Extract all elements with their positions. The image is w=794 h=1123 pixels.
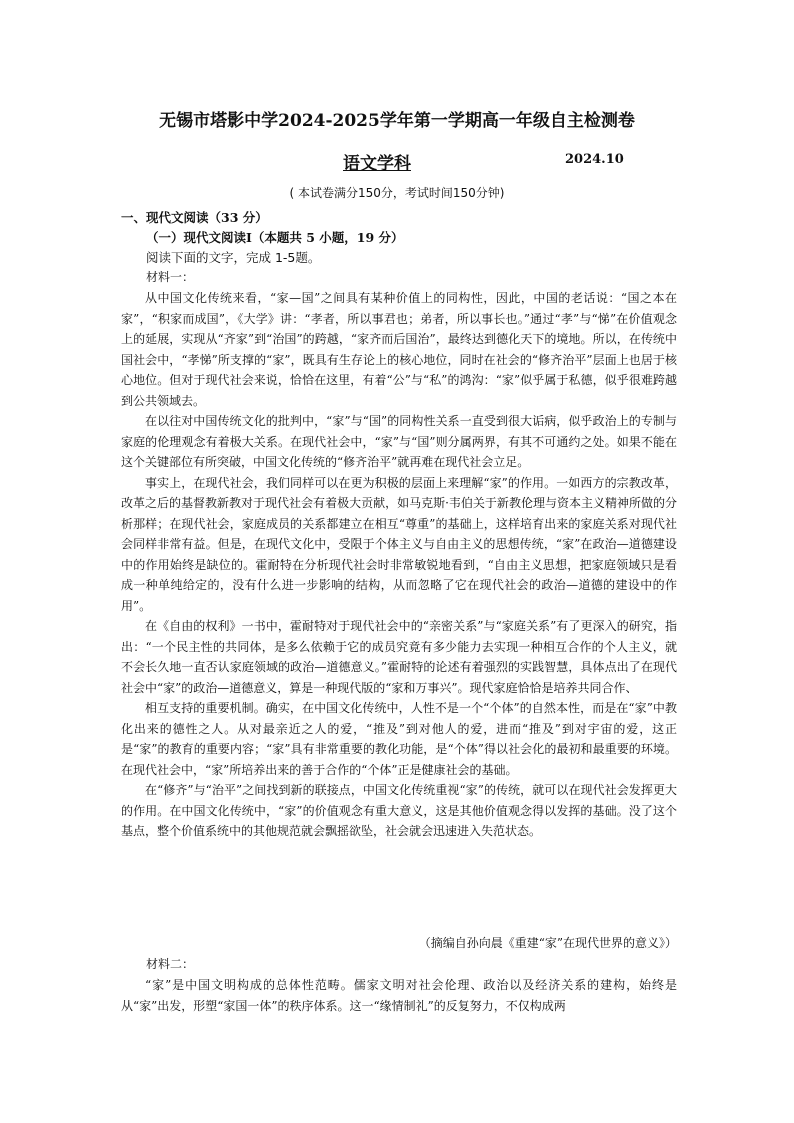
- source-citation: （摘编自孙向晨《重建“家”在现代世界的意义》）: [418, 936, 677, 950]
- exam-title: 无锡市塔影中学2024-2025学年第一学期高一年级自主检测卷: [159, 111, 635, 131]
- material-two-body: [121, 975, 677, 1016]
- paragraph: “家”是中国文明构成的总体性范畴。儒家文明对社会伦理、政治以及经济关系的建构，始终是从“家”出发，形塑“家国一体”的秩序体系。这一“缘情制礼”的反复努力，不仅构成两: [121, 978, 677, 1013]
- exam-note: ( 本试卷满分150分，考试时间150分钟): [289, 186, 505, 200]
- paragraph: 在《自由的权利》一书中，霍耐特对于现代社会中的“亲密关系”与“家庭关系”有了更深入的研究，指出：“一个民主性的共同体，是多么依赖于它的成员究竟有多少能力去实现一种相互合作的个人主义，就不会长久地一直否认家庭领域的政治—道德意义。”霍耐特的论述有着强烈的实践智慧，具体点出了在现代社会中“家”的政治—道德意义，算是一种现代版的“家和万事兴”。现代家庭恰恰是培养共同合作、: [121, 619, 677, 695]
- paragraph: 从中国文化传统来看，“家—国”之间具有某种价值上的同构性，因此，中国的老话说：“国之本在家”，“积家而成国”，《大学》讲：“孝者，所以事君也；弟者，所以事长也。”通过“孝”与“悌”在价值观念上的延展，实现从“齐家”到“治国”的跨越，“家齐而后国治”，最终达到德化天下的境地。所以，在传统中国社会中，“孝悌”所支撑的“家”，既具有生存论上的核心地位，同时在社会的“修齐治平”层面上也居于核心地位。但对于现代社会来说，恰恰在这里，有着“公”与“私”的鸿沟：“家”似乎属于私德，似乎很难跨越到公共领域去。: [121, 291, 677, 408]
- material-one-body: [121, 288, 677, 842]
- paragraph: 事实上，在现代社会，我们同样可以在更为积极的层面上来理解“家”的作用。一如西方的宗教改革，改革之后的基督教新教对于现代社会有着极大贡献，如马克斯·韦伯关于新教伦理与资本主义精神所做的分析那样；在现代社会，家庭成员的关系都建立在相互“尊重”的基础上，这样培育出来的家庭关系对现代社会同样非常有益。但是，在现代文化中，受限于个体主义与自由主义的思想传统，“家”在政治—道德建设中的作用始终是缺位的。霍耐特在分析现代社会时非常敏锐地看到，“自由主义思想，把家庭领域只是看成一种单纯给定的，没有什么进一步影响的结构，从而忽略了它在现代社会的政治—道德的建设中的作用”。: [121, 475, 677, 613]
- subject-text: 语文学科: [343, 154, 411, 174]
- paragraph: 在以往对中国传统文化的批判中，“家”与“国”的同构性关系一直受到很大诟病，似乎政治上的专制与家庭的伦理观念有着极大关系。在现代社会中，“家”与“国”则分属两界，有其不可通约之处。如果不能在这个关键部位有所突破，中国文化传统的“修齐治平”就再难在现代社会立足。: [121, 414, 677, 469]
- subsection-heading: （一）现代文阅读Ⅰ（本题共 5 小题，19 分）: [146, 230, 404, 245]
- section-heading: 一、现代文阅读（33 分）: [121, 210, 268, 225]
- material-two-label: 材料二：: [146, 957, 195, 971]
- exam-date: 2024.10: [565, 152, 624, 167]
- paragraph: 在“修齐”与“治平”之间找到新的联接点，中国文化传统重视“家”的传统，就可以在现代社会发挥更大的作用。在中国文化传统中，“家”的价值观念有重大意义，这是其他价值观念得以发挥的基础。没了这个基点，整个价值系统中的其他规范就会飘摇欲坠，社会就会迅速进入失范状态。: [121, 783, 677, 838]
- material-one-label: 材料一：: [146, 270, 195, 284]
- subject-label: [343, 149, 411, 174]
- reading-instruction: 阅读下面的文字，完成 1-5题。: [146, 250, 321, 265]
- paragraph: 相互支持的重要机制。确实，在中国文化传统中，人性不是一个“个体”的自然本性，而是在“家”中教化出来的德性之人。从对最亲近之人的爱，“推及”到对他人的爱，进而“推及”到对宇宙的爱，这正是“家”的教育的重要内容；“家”具有非常重要的教化功能，是“个体”得以社会化的最初和最重要的环境。在现代社会中，“家”所培养出来的善于合作的“个体”正是健康社会的基础。: [121, 701, 677, 777]
- subject-row: [0, 149, 794, 173]
